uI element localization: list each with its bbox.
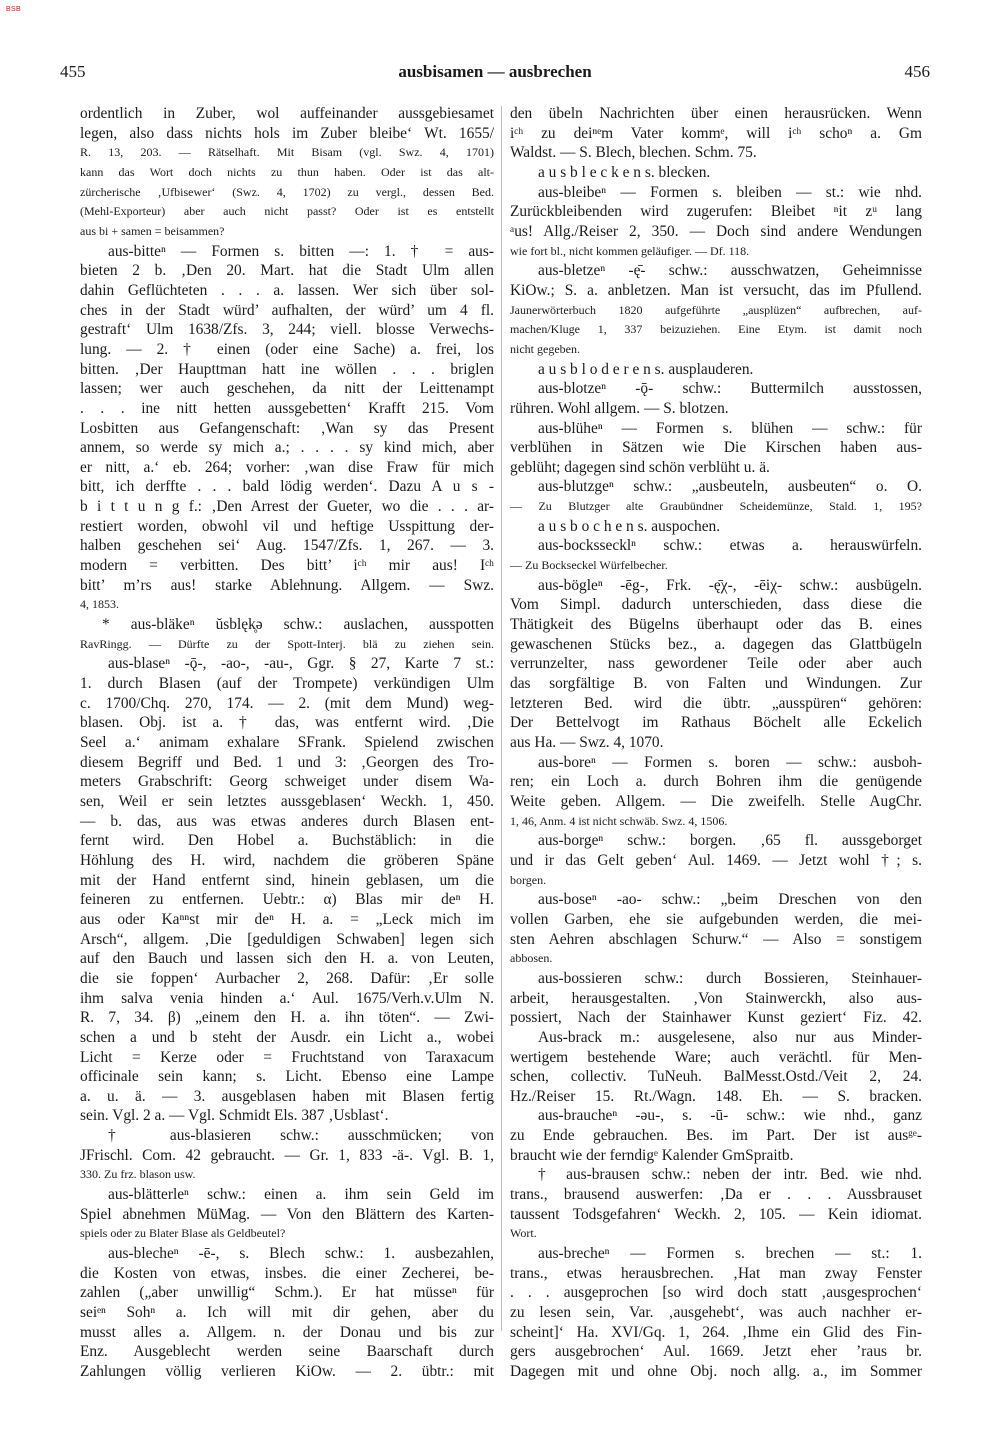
text-line: sen, Weil er sein letztes aussgeblasen‘ Weckh. 1, 450.: [80, 792, 494, 810]
text-line: aus-blutzgeⁿ schw.: „ausbeuteln, ausbeuten“ o. O.: [538, 478, 922, 496]
text-line: a u s b o c h e n s. auspochen.: [538, 517, 721, 535]
right-column: [510, 104, 922, 1380]
text-line: verblühen in Sätzen wie Die Kirschen haben aus-: [510, 439, 922, 457]
text-line: Hz./Reiser 15. Rt./Wagn. 148. Eh. — S. bracken.: [510, 1087, 922, 1105]
text-line: mit der Hand entfernt sind, hinein geblasen, um die: [80, 871, 494, 889]
left-column: [80, 104, 494, 1380]
text-line: zürcherische ‚Ufbisewer‘ (Swz. 4, 1702) zu vergl., dessen Bed.: [80, 184, 494, 199]
running-title: ausbisamen — ausbrechen: [398, 62, 592, 81]
text-line: aus-blotzeⁿ -ǭ- schw.: Buttermilch ausstossen,: [538, 380, 922, 398]
text-line: vollen Garben, ehe sie aufgebunden werden, die mei-: [510, 910, 922, 928]
text-line: 1. durch Blasen (auf der Trompete) verkündigen Ulm: [80, 675, 494, 693]
text-line: gers ausgebrochen‘ Aul. 1669. Jetzt eher ’raus br.: [510, 1343, 922, 1361]
text-line: iᶜʰ zu deiⁿᵉm Vater kommᵉ, will iᶜʰ schoⁿ a. Gm: [510, 124, 922, 142]
text-line: borgen.: [510, 872, 547, 887]
text-line: Weite geben. Allgem. — Die zweifelh. Stelle AugChr.: [510, 792, 922, 810]
text-line: den übeln Nachrichten über einen herausrücken. Wenn: [510, 105, 922, 122]
text-line: Aus-brack m.: ausgelesene, also nur aus Minder-: [538, 1028, 922, 1046]
text-line: arbeit, herausgestalten. ‚Von Stainwerckh, also aus-: [510, 989, 922, 1007]
text-line: a. u. ä. — 3. ausgeblasen haben mit Blasen fertig: [80, 1087, 494, 1105]
text-line: Spiel abnehmen MüMag. — Von den Blättern des Karten-: [80, 1205, 494, 1223]
text-line: aus-bitteⁿ — Formen s. bitten —: 1. † = aus-: [108, 242, 494, 260]
text-line: ren; ein Loch a. durch Bohren ihm die genügende: [510, 773, 922, 791]
text-line: † aus-brausen schw.: neben der intr. Bed. wie nhd.: [538, 1166, 922, 1184]
text-line: aus-braucheⁿ -əu-, s. -ū- schw.: wie nhd., ganz: [538, 1107, 922, 1125]
text-line: zu Ende gebrauchen. Bes. im Part. Der ist ausᵍᵉ-: [510, 1127, 922, 1145]
text-line: possiert, Nach der Stainhawer Kunst geziert‘ Fiz. 42.: [510, 1009, 922, 1027]
text-line: aus-borgeⁿ schw.: borgen. ‚65 fl. aussgeborget: [538, 832, 922, 850]
text-line: Waldst. — S. Blech, blechen. Schm. 75.: [510, 144, 757, 162]
text-line: Licht = Kerze oder = Fruchtstand von Taraxacum: [80, 1048, 494, 1066]
text-line: aus-bossieren schw.: durch Bossieren, Steinhauer-: [538, 969, 922, 987]
text-line: aus-boreⁿ — Formen s. boren — schw.: ausboh-: [538, 753, 922, 771]
text-line: die sie foppen‘ Aurbacher 2, 268. Dafür: ‚Er solle: [80, 969, 494, 987]
text-line: er nitt, a.‘ eb. 264; vorher: ‚wan dise Fraw für mich: [80, 458, 494, 476]
text-line: taussent Todsgefahren‘ Weckh. 2, 105. — Kein idiomat.: [510, 1205, 922, 1223]
text-line: † aus-blasieren schw.: ausschmücken; von: [108, 1127, 494, 1145]
text-line: aus-brecheⁿ — Formen s. brechen — st.: 1.: [538, 1245, 922, 1263]
text-line: seiᵉⁿ Sohⁿ a. Ich will mit dir gehen, aber du: [80, 1304, 494, 1322]
text-line: trans., brausend auswerfen: ‚Da er . . . Aussbrauset: [510, 1186, 922, 1204]
text-line: lung. — 2. † einen (oder eine Sache) a. frei, los: [80, 340, 494, 358]
text-line: bieten 2 b. ‚Den 20. Mart. hat die Stadt Ulm allen: [80, 262, 494, 280]
text-line: officinale sein kann; s. Licht. Ebenso eine Lampe: [80, 1068, 494, 1086]
text-line: trans., etwas herausbrechen. ‚Hat man zway Fenster: [510, 1264, 922, 1282]
text-line: bitt, ich derffte . . . bald lödig werden‘. Dazu A u s -: [80, 478, 494, 496]
right-page-number: 456: [904, 62, 930, 81]
text-line: (Mehl-Exporteur) aber auch nicht passt? Oder ist es entstellt: [80, 204, 494, 219]
text-line: 1, 46, Anm. 4 ist nicht schwäb. Swz. 4, 1506.: [510, 813, 728, 828]
column-divider: [501, 106, 502, 1331]
text-line: . . . ausgeprochen [so wird doch statt ‚ausgesprochen‘: [510, 1284, 922, 1302]
library-stamp: BSB: [6, 6, 21, 13]
text-line: dahin Geflüchteten . . . a. lassen. Wer sich über sol-: [80, 281, 494, 299]
text-line: rühren. Wohl allgem. — S. blotzen.: [510, 399, 729, 417]
text-line: fernt wird. Den Hobel a. Buchstäblich: in die: [80, 832, 494, 850]
text-line: ordentlich in Zuber, wol auffeinander aussgebiesamet: [80, 105, 494, 122]
text-line: zahlen („aber unwillig“ Schm.). Er hat müsseⁿ für: [80, 1284, 494, 1302]
text-line: a u s b l o d e r e n s. ausplauderen.: [538, 360, 754, 378]
text-line: legen, also dass nichts hols im Zuber bleibe‘ Wt. 1655/: [80, 124, 494, 142]
text-line: 4, 1853.: [80, 597, 119, 612]
text-line: gestraft‘ Ulm 1638/Zfs. 3, 244; viell. blosse Verwechs-: [80, 321, 494, 339]
text-line: lassen; wer auch geschehen, da nitt der Leittenampt: [80, 380, 494, 398]
text-line: JFrischl. Com. 42 gebraucht. — Gr. 1, 833 -ä-. Vgl. B. 1,: [80, 1146, 494, 1164]
text-line: c. 1700/Chq. 270, 174. — 2. (mit dem Mund) weg-: [80, 694, 494, 712]
text-line: Zurückbleibenden wird zugerufen: Bleibet ⁿit zᵘ lang: [510, 203, 922, 221]
left-page-number: 455: [60, 62, 86, 81]
text-line: R. 13, 203. — Rätselhaft. Mit Bisam (vgl. Swz. 4, 1701): [80, 145, 494, 160]
text-line: scheint]‘ Ha. XVI/Gq. 1, 264. ‚Ihme ein Glid des Fin-: [510, 1323, 922, 1341]
text-line: geblüht; dagegen sind schön verblüht u. ä.: [510, 458, 770, 476]
text-line: Losbitten aus Gefangenschaft: ‚Wan sy das Present: [80, 419, 494, 437]
text-line: modern = verbitten. Des bitt’ iᶜʰ mir aus! Iᶜʰ: [80, 557, 494, 575]
text-line: restiert worden, obwohl vil und heftige Usspittung der-: [80, 517, 494, 535]
text-line: Enz. Ausgeblecht werden seine Baarschaft durch: [80, 1343, 494, 1361]
text-line: Der Bettelvogt im Rathaus Böchelt alle Eckelich: [510, 714, 922, 732]
text-line: ihm salva venia hinden a.‘ Aul. 1675/Verh.v.Ulm N.: [80, 989, 494, 1007]
text-line: aus-bletzeⁿ -ę̄- schw.: ausschwatzen, Geheimnisse: [538, 262, 922, 280]
text-line: blasen. Obj. ist a. † das, was entfernt wird. ‚Die: [80, 714, 494, 732]
text-line: gewaschenen Stücks bez., a. dagegen das Glattbügeln: [510, 635, 922, 653]
text-line: Dagegen mit und ohne Obj. noch allg. a., im Sommer: [510, 1363, 922, 1380]
text-line: sein. Vgl. 2 a. — Vgl. Schmidt Els. 387 ‚Usblast‘.: [80, 1107, 389, 1125]
text-line: aus-blätterleⁿ schw.: einen a. ihm sein Geld im: [108, 1186, 494, 1204]
text-line: aus-boseⁿ -ao- schw.: „beim Dreschen von den: [538, 891, 922, 909]
text-line: ᵃus! Allg./Reiser 2, 350. — Doch sind andere Wendungen: [510, 222, 922, 240]
text-line: schen, collectiv. TuNeuh. BalMesst.Ostd./Veit 2, 24.: [510, 1068, 922, 1086]
text-line: aus-bögleⁿ -ēg-, Frk. -ę̄χ-, -ēiχ- schw.: ausbügeln.: [538, 576, 922, 594]
text-line: letzteren Bed. wird die übtr. „ausspüren“ gehören:: [510, 694, 922, 712]
text-line: Höhlung des H. wird, nachdem die gröberen Späne: [80, 851, 494, 869]
text-line: aus-blaseⁿ -ǭ-, -ao-, -au-, Ggr. § 27, Karte 7 st.:: [108, 655, 494, 673]
text-line: musst alles a. Allgem. n. der Donau und bis zur: [80, 1323, 494, 1341]
text-line: das sorgfältige B. von Falten und Windungen. Zur: [510, 675, 922, 693]
text-line: Thätigkeit des Bügelns überhaupt oder das B. eines: [510, 616, 922, 634]
text-line: die Kosten von etwas, insbes. die einer Zecherei, be-: [80, 1264, 494, 1282]
text-line: — Zu Blutzger alte Graubündner Scheidemünze, Stald. 1, 195?: [510, 499, 922, 514]
text-line: sten Aehren abschlagen Schurw.“ — Also = sonstigem: [510, 930, 922, 948]
text-line: nicht gegeben.: [510, 341, 580, 356]
text-line: RavRingg. — Dürfte zu der Spott-Interj. blä zu ziehen sein.: [80, 636, 494, 651]
text-line: bitten. ‚Der Haupttman hatt ine wöllen . . . briglen: [80, 360, 494, 378]
text-line: 330. Zu frz. blason usw.: [80, 1167, 196, 1182]
text-line: Jaunerwörterbuch 1820 aufgeführte „ausplüzen“ aufbrechen, auf-: [510, 302, 922, 317]
text-line: Vom Simpl. dadurch unterschieden, dass diese die: [510, 596, 922, 614]
text-line: und ir das Gelt geben‘ Aul. 1469. — Jetzt wohl †; s.: [510, 851, 922, 869]
text-line: kann das Wort doch nichts zu thun haben. Oder ist das alt-: [80, 164, 494, 179]
text-line: Seel a.‘ animam exhalare SFrank. Spielend zwischen: [80, 734, 494, 751]
text-line: Arsch“, allgem. ‚Die [geduldigen Schwaben] legen sich: [80, 930, 494, 948]
text-line: machen/Kluge 1, 337 beizuziehen. Eine Etym. ist damit noch: [510, 322, 922, 337]
text-line: bitt’ m’rs aus! starke Ablehnung. Allgem. — Swz.: [80, 576, 494, 594]
text-line: . . . ine nitt hetten aussgebetten‘ Krafft 215. Vom: [80, 399, 494, 417]
text-line: abbosen.: [510, 951, 553, 966]
text-line: meters Grabschrift: Georg schweiget under disem Wa-: [80, 773, 494, 791]
text-line: R. 7, 34. β) „einem den H. a. ihn töten“. — Zwi-: [80, 1009, 494, 1027]
page-header: [60, 62, 930, 86]
text-line: — b. das, aus was etwas anderes durch Blasen ent-: [80, 812, 494, 830]
text-line: aus-blecheⁿ -ē-, s. Blech schw.: 1. ausbezahlen,: [108, 1245, 494, 1263]
text-line: Zahlungen völlig verlieren KiOw. — 2. übtr.: mit: [80, 1363, 494, 1380]
text-line: — Zu Bockseckel Würfelbecher.: [510, 558, 668, 573]
text-line: aus-blüheⁿ — Formen s. blühen — schw.: für: [538, 419, 922, 437]
text-line: b i t t u n g f.: ‚Den Arrest der Gueter, wo die . . . ar-: [80, 498, 494, 516]
text-line: wie fort bl., nicht kommen geläufiger. — Df. 118.: [510, 243, 750, 258]
text-line: aus bi + samen = beisammen?: [80, 223, 225, 238]
text-line: spiels oder zu Blater Blase als Geldbeutel?: [80, 1226, 286, 1241]
text-line: schen a und b steht der Ausdr. ein Licht a., wobei: [80, 1028, 494, 1046]
text-line: * aus-bläkeⁿ ŭsblęk̥ə schw.: auslachen, ausspotten: [102, 616, 494, 634]
text-line: zu lesen sein, Var. ‚ausgehebt‘, was auch nachher er-: [510, 1304, 922, 1322]
text-line: diesem Begriff und Bed. 1 und 3: ‚Georgen des Tro-: [80, 753, 494, 771]
text-line: auf den Bauch und lassen sich den H. a. von Leuten,: [80, 950, 494, 968]
text-line: wertigem bestehende Ware; auch verächtl. für Men-: [510, 1048, 922, 1066]
text-line: aus-bleibeⁿ — Formen s. bleiben — st.: wie nhd.: [538, 183, 922, 201]
text-line: KiOw.; S. a. anbletzen. Man ist versucht, das im Pfullend.: [510, 281, 922, 299]
text-line: Wort.: [510, 1226, 537, 1241]
text-line: aus oder Kaⁿⁿst mir deⁿ H. a. = „Leck mich im: [80, 910, 494, 928]
text-line: aus Ha. — Swz. 4, 1070.: [510, 734, 664, 751]
text-line: braucht wie der ferndigᵉ Kalender GmSpraitb.: [510, 1146, 794, 1164]
text-line: ches in der Stadt würd’ aufhalten, der würd’ um 4 fl.: [80, 301, 494, 319]
text-line: aus-bockssecklⁿ schw.: etwas a. herauswürfeln.: [538, 537, 922, 555]
text-line: verrunzelter, nass gewordener Teile oder aber auch: [510, 655, 922, 673]
text-line: halben geschehen sei‘ Aug. 1547/Zfs. 1, 267. — 3.: [80, 537, 494, 555]
text-line: annem, so werde sy mich a.; . . . . sy kind mich, aber: [80, 439, 494, 457]
text-line: feineren zu entfernen. Uebtr.: α) Blas mir deⁿ H.: [80, 891, 494, 909]
text-line: a u s b l e c k e n s. blecken.: [538, 163, 711, 181]
